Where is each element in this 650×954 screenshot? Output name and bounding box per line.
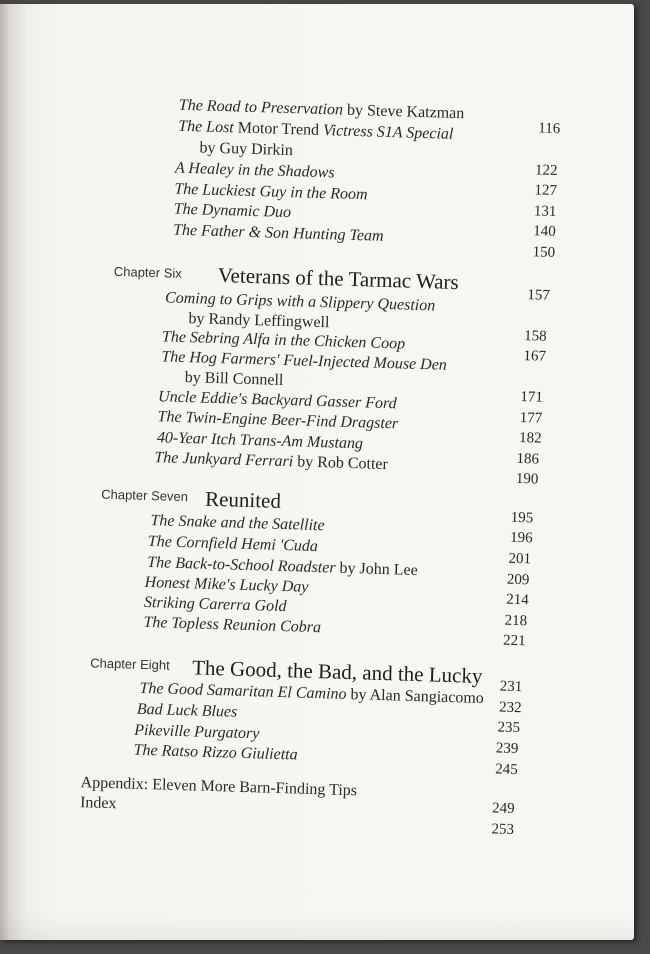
page-number: 182: [518, 429, 542, 447]
entry-author: by Randy Leffingwell: [188, 310, 330, 332]
page-number: 245: [495, 761, 518, 779]
entry-title: The Junkyard Ferrari: [154, 449, 294, 471]
page-number: 150: [532, 244, 556, 261]
page-number: 195: [510, 509, 534, 527]
toc-entry-title: The Cornfield Hemi 'Cuda: [147, 533, 319, 556]
toc-entry-title: The Twin-Engine Beer-Find Dragster: [157, 408, 399, 433]
entry-title: The Good Samaritan El Camino: [139, 679, 347, 703]
page-number: 140: [532, 223, 556, 240]
book-page: [0, 4, 634, 940]
toc-entry-title: The Sebring Alfa in the Chicken Coop: [161, 328, 406, 353]
entry-author: by Guy Dirkin: [199, 139, 294, 160]
page-number: 239: [495, 740, 519, 758]
index-entry: Index: [79, 794, 117, 813]
chapter-title: Veterans of the Tarmac Wars: [217, 262, 460, 295]
page-number: 214: [506, 591, 530, 609]
toc-entry-title: The Father & Son Hunting Team: [172, 221, 384, 245]
toc-entry-title: A Healey in the Shadows: [174, 159, 335, 182]
toc-entry-title: The Hog Farmers' Fuel-Injected Mouse Den: [161, 348, 448, 374]
chapter-title: The Good, the Bad, and the Lucky: [191, 655, 483, 688]
toc-entry-title: The Luckiest Guy in the Room: [174, 180, 368, 204]
page-number: 171: [520, 389, 544, 406]
page-number: 249: [491, 800, 515, 818]
page-number: 201: [508, 550, 532, 568]
toc-entry-title: Bad Luck Blues: [136, 700, 238, 721]
chapter-label: Chapter Eight: [90, 655, 170, 673]
entry-author: by Bill Connell: [184, 369, 284, 389]
toc-entry-title: The Dynamic Duo: [173, 200, 292, 222]
entry-title: Victress S1A Special: [322, 122, 454, 143]
toc-entry-title: The Ratso Rizzo Giulietta: [133, 741, 298, 764]
page-number: 221: [502, 632, 526, 650]
page-number: 232: [498, 699, 522, 717]
page-number: 122: [534, 162, 558, 179]
toc-entry-title: The Snake and the Satellite: [150, 512, 325, 535]
page-number: 167: [523, 348, 547, 365]
page-number: 209: [506, 571, 530, 589]
chapter-label: Chapter Seven: [101, 486, 189, 505]
page-number: 235: [497, 719, 521, 737]
page-number: 186: [516, 450, 540, 468]
entry-author: by Rob Cotter: [292, 453, 389, 474]
chapter-title: Reunited: [204, 486, 282, 513]
page-number: 131: [533, 203, 557, 220]
toc-entry-title: Honest Mike's Lucky Day: [144, 573, 309, 596]
chapter-label: Chapter Six: [113, 263, 182, 281]
toc-entry-title: Pikeville Purgatory: [134, 721, 260, 743]
appendix-entry: Appendix: Eleven More Barn-Finding Tips: [80, 774, 358, 800]
entry-title: The Back-to-School Roadster: [146, 554, 336, 577]
toc-entry-title: 40-Year Itch Trans-Am Mustang: [156, 429, 364, 453]
page-number: 218: [504, 612, 528, 630]
page-number: 157: [527, 287, 551, 304]
page-number: 116: [538, 120, 561, 138]
entry-author: by Alan Sangiacomo: [346, 685, 485, 708]
toc-entry-title: Striking Carerra Gold: [143, 593, 287, 616]
page-number: 190: [515, 470, 539, 488]
page-number: 231: [499, 678, 523, 696]
toc-entry-title: Coming to Grips with a Slippery Question: [164, 289, 436, 315]
entry-author: by John Lee: [335, 559, 418, 580]
entry-publication: Motor Trend: [233, 119, 324, 140]
entry-title: The Road to Preservation: [178, 96, 344, 119]
page-number: 196: [509, 529, 533, 547]
page-number: 177: [519, 409, 543, 427]
page-number: 253: [491, 821, 515, 838]
entry-title: The Lost: [177, 117, 235, 137]
toc-entry-title: The Topless Reunion Cobra: [143, 613, 322, 637]
entry-author: by Steve Katzman: [342, 101, 465, 123]
page-number: 127: [534, 182, 558, 199]
page-number: 158: [523, 328, 547, 345]
toc-entry-title: Uncle Eddie's Backyard Gasser Ford: [157, 388, 397, 413]
